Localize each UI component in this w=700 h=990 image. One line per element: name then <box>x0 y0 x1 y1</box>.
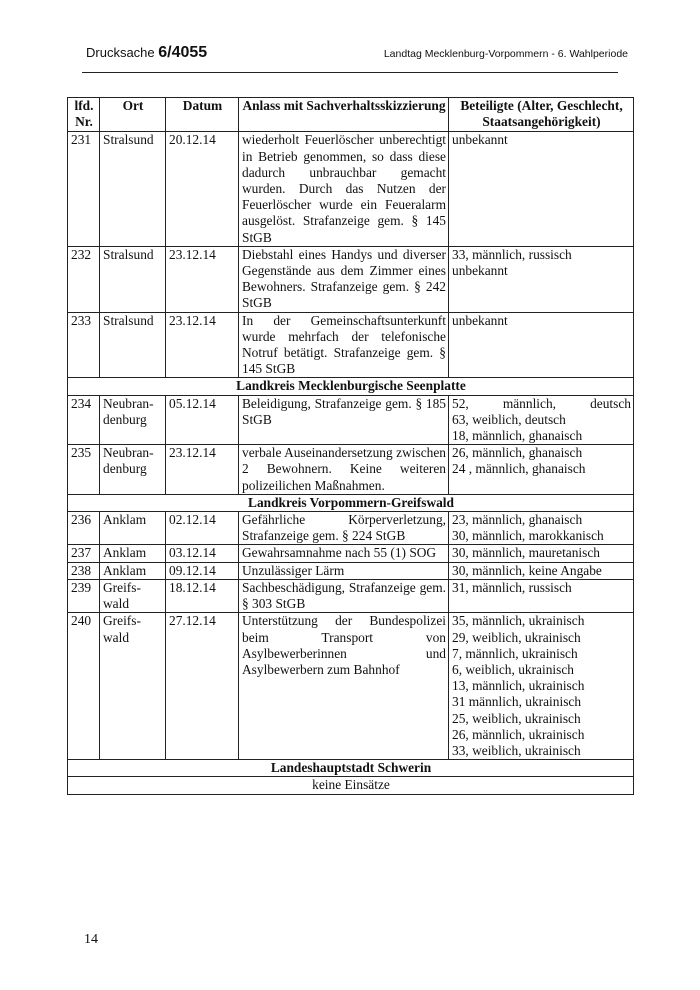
row-anlass: wiederholt Feuerlöscher unberechtigt in Betrieb genommen, so dass diese dadurch unbrauchbar gemacht wurden. Durch das Nutzen der Feuerlöscher wurde ein Feueralarm ausgelöst. Strafanzeige gem. § 145 StGB <box>239 132 449 246</box>
participant: 31 männlich, ukrainisch <box>452 694 582 710</box>
row-ort: Anklam <box>100 562 166 579</box>
row-ort: Anklam <box>100 545 166 562</box>
participant: 35, männlich, ukrainisch <box>452 613 585 629</box>
table-row <box>68 312 634 378</box>
row-anlass: verbale Auseinandersetzung zwischen 2 Bewohnern. Keine weiteren polizeilichen Maßnahmen. <box>239 445 449 495</box>
row-datum: 27.12.14 <box>166 613 239 760</box>
row-nr: 233 <box>68 312 100 378</box>
participant: unbekannt <box>452 312 508 328</box>
page-number: 14 <box>84 932 98 947</box>
row-anlass: In der Gemeinschaftsunterkunft wurde mehrfach der telefonische Notruf betätigt. Strafanzeige gem. § 145 StGB <box>239 312 449 378</box>
drucksache-label: Drucksache <box>86 45 155 60</box>
participant: 33, männlich, russisch <box>452 246 572 262</box>
header-ort: Ort <box>100 98 166 132</box>
table-row <box>68 445 634 495</box>
participant: 33, weiblich, ukrainisch <box>452 742 581 758</box>
row-nr: 236 <box>68 512 100 545</box>
row-anlass: Unterstützung der Bundespolizei beim Transport von Asylbewerberinnen und Asylbewerbern zum Bahnhof <box>239 613 449 760</box>
incident-table <box>67 97 634 795</box>
row-datum: 05.12.14 <box>166 395 239 445</box>
participant: 30, männlich, mauretanisch <box>452 545 600 561</box>
participant: unbekannt <box>452 132 508 148</box>
row-nr: 238 <box>68 562 100 579</box>
row-nr: 235 <box>68 445 100 495</box>
table-row <box>68 777 634 794</box>
header-nr: lfd. Nr. <box>68 98 100 132</box>
row-nr: 234 <box>68 395 100 445</box>
table-row <box>68 512 634 545</box>
row-datum: 23.12.14 <box>166 312 239 378</box>
header-anlass: Anlass mit Sachverhaltsskizzierung <box>239 98 449 132</box>
document-number <box>86 44 207 62</box>
row-ort: Greifs- wald <box>100 613 166 760</box>
row-datum: 23.12.14 <box>166 246 239 312</box>
table-row <box>68 613 634 760</box>
row-beteiligte <box>449 312 634 378</box>
participant: unbekannt <box>452 263 508 279</box>
participant: 24 , männlich, ghanaisch <box>452 461 586 477</box>
participant: 31, männlich, russisch <box>452 579 572 595</box>
section-row <box>68 760 634 777</box>
row-datum: 18.12.14 <box>166 579 239 612</box>
participant: 30, männlich, keine Angabe <box>452 562 602 578</box>
drucksache-number: 6/4055 <box>158 44 208 61</box>
row-anlass: Diebstahl eines Handys und diverser Gegenstände aus dem Zimmer eines Bewohners. Strafanzeige gem. § 242 StGB <box>239 246 449 312</box>
row-beteiligte <box>449 395 634 445</box>
row-nr: 239 <box>68 579 100 612</box>
participant: 18, männlich, ghanaisch <box>452 428 583 444</box>
participant: 52, männlich, deutsch <box>452 395 631 411</box>
row-beteiligte <box>449 562 634 579</box>
row-anlass: Beleidigung, Strafanzeige gem. § 185 StGB <box>239 395 449 445</box>
parliament-title: Landtag Mecklenburg-Vorpommern - 6. Wahlperiode <box>383 48 628 60</box>
table-header-row <box>68 98 634 132</box>
row-datum: 03.12.14 <box>166 545 239 562</box>
row-datum: 20.12.14 <box>166 132 239 246</box>
row-beteiligte <box>449 545 634 562</box>
row-ort: Neubran- denburg <box>100 395 166 445</box>
section-heading: Landkreis Vorpommern-Greifswald <box>68 494 634 511</box>
row-anlass: Unzulässiger Lärm <box>239 562 449 579</box>
participant: 13, männlich, ukrainisch <box>452 678 585 694</box>
row-beteiligte <box>449 132 634 246</box>
row-ort: Stralsund <box>100 132 166 246</box>
row-anlass: Sachbeschädigung, Strafanzeige gem. § 303 StGB <box>239 579 449 612</box>
row-anlass: Gefährliche Körperverletzung, Strafanzeige gem. § 224 StGB <box>239 512 449 545</box>
header-divider <box>82 72 618 73</box>
participant: 26, männlich, ghanaisch <box>452 445 583 461</box>
row-beteiligte <box>449 512 634 545</box>
participant: 29, weiblich, ukrainisch <box>452 629 581 645</box>
table-row <box>68 562 634 579</box>
participant: 7, männlich, ukrainisch <box>452 645 578 661</box>
participant: 26, männlich, ukrainisch <box>452 726 585 742</box>
no-entries-text: keine Einsätze <box>68 777 634 794</box>
row-ort: Stralsund <box>100 312 166 378</box>
participant: 30, männlich, marokkanisch <box>452 528 604 544</box>
row-anlass: Gewahrsamnahme nach 55 (1) SOG <box>239 545 449 562</box>
row-ort: Greifs- wald <box>100 579 166 612</box>
participant: 23, männlich, ghanaisch <box>452 512 583 528</box>
table-row <box>68 132 634 246</box>
section-heading: Landeshauptstadt Schwerin <box>68 760 634 777</box>
row-beteiligte <box>449 246 634 312</box>
row-ort: Stralsund <box>100 246 166 312</box>
table-row <box>68 579 634 612</box>
section-heading: Landkreis Mecklenburgische Seenplatte <box>68 378 634 395</box>
row-beteiligte <box>449 579 634 612</box>
participant: 6, weiblich, ukrainisch <box>452 661 574 677</box>
row-ort: Neubran- denburg <box>100 445 166 495</box>
table-row <box>68 395 634 445</box>
table-row <box>68 246 634 312</box>
row-beteiligte <box>449 445 634 495</box>
row-nr: 231 <box>68 132 100 246</box>
row-nr: 237 <box>68 545 100 562</box>
row-nr: 240 <box>68 613 100 760</box>
row-ort: Anklam <box>100 512 166 545</box>
row-datum: 02.12.14 <box>166 512 239 545</box>
section-row <box>68 494 634 511</box>
row-beteiligte <box>449 613 634 760</box>
row-nr: 232 <box>68 246 100 312</box>
header-datum: Datum <box>166 98 239 132</box>
row-datum: 23.12.14 <box>166 445 239 495</box>
participant: 25, weiblich, ukrainisch <box>452 710 581 726</box>
participant: 63, weiblich, deutsch <box>452 411 566 427</box>
header-beteiligte: Beteiligte (Alter, Geschlecht, Staatsangehörigkeit) <box>449 98 634 132</box>
table-row <box>68 545 634 562</box>
row-datum: 09.12.14 <box>166 562 239 579</box>
section-row <box>68 378 634 395</box>
